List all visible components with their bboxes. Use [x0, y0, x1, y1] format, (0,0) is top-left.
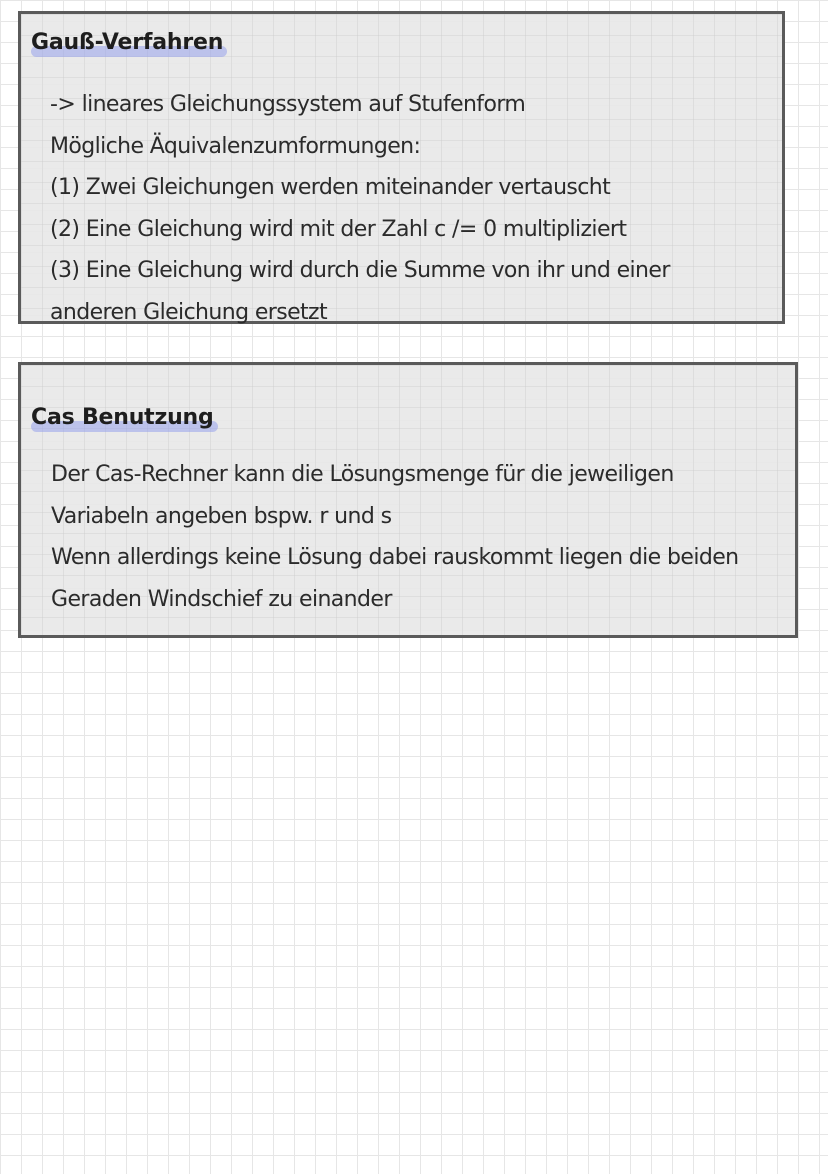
gauss-text-lines — [50, 84, 670, 334]
text-line: Variabeln angeben bspw. r und s — [51, 503, 392, 529]
text-line: Mögliche Äquivalenzumformungen: — [50, 133, 421, 159]
cas-section-box — [18, 362, 798, 638]
cas-section-title — [31, 407, 214, 429]
gauss-section-title — [31, 32, 223, 54]
text-line: (2) Eine Gleichung wird mit der Zahl c /= 0 multipliziert — [50, 216, 627, 242]
cas-text-lines — [51, 454, 738, 620]
text-line: (1) Zwei Gleichungen werden miteinander vertauscht — [50, 175, 611, 201]
text-line: (3) Eine Gleichung wird durch die Summe von ihr und einer — [50, 258, 670, 284]
text-line: Der Cas-Rechner kann die Lösungsmenge für die jeweiligen — [51, 462, 674, 487]
text-line: Wenn allerdings keine Lösung dabei rauskommt liegen die beiden — [51, 545, 739, 570]
text-line: Geraden Windschief zu einander — [51, 586, 392, 612]
cas-title-text: Cas Benutzung — [31, 405, 214, 430]
gauss-section-box — [18, 11, 785, 324]
text-line: anderen Gleichung ersetzt — [50, 299, 328, 325]
gauss-title-text: Gauß-Verfahren — [31, 30, 224, 55]
text-line: -> lineares Gleichungssystem auf Stufenform — [50, 92, 526, 117]
